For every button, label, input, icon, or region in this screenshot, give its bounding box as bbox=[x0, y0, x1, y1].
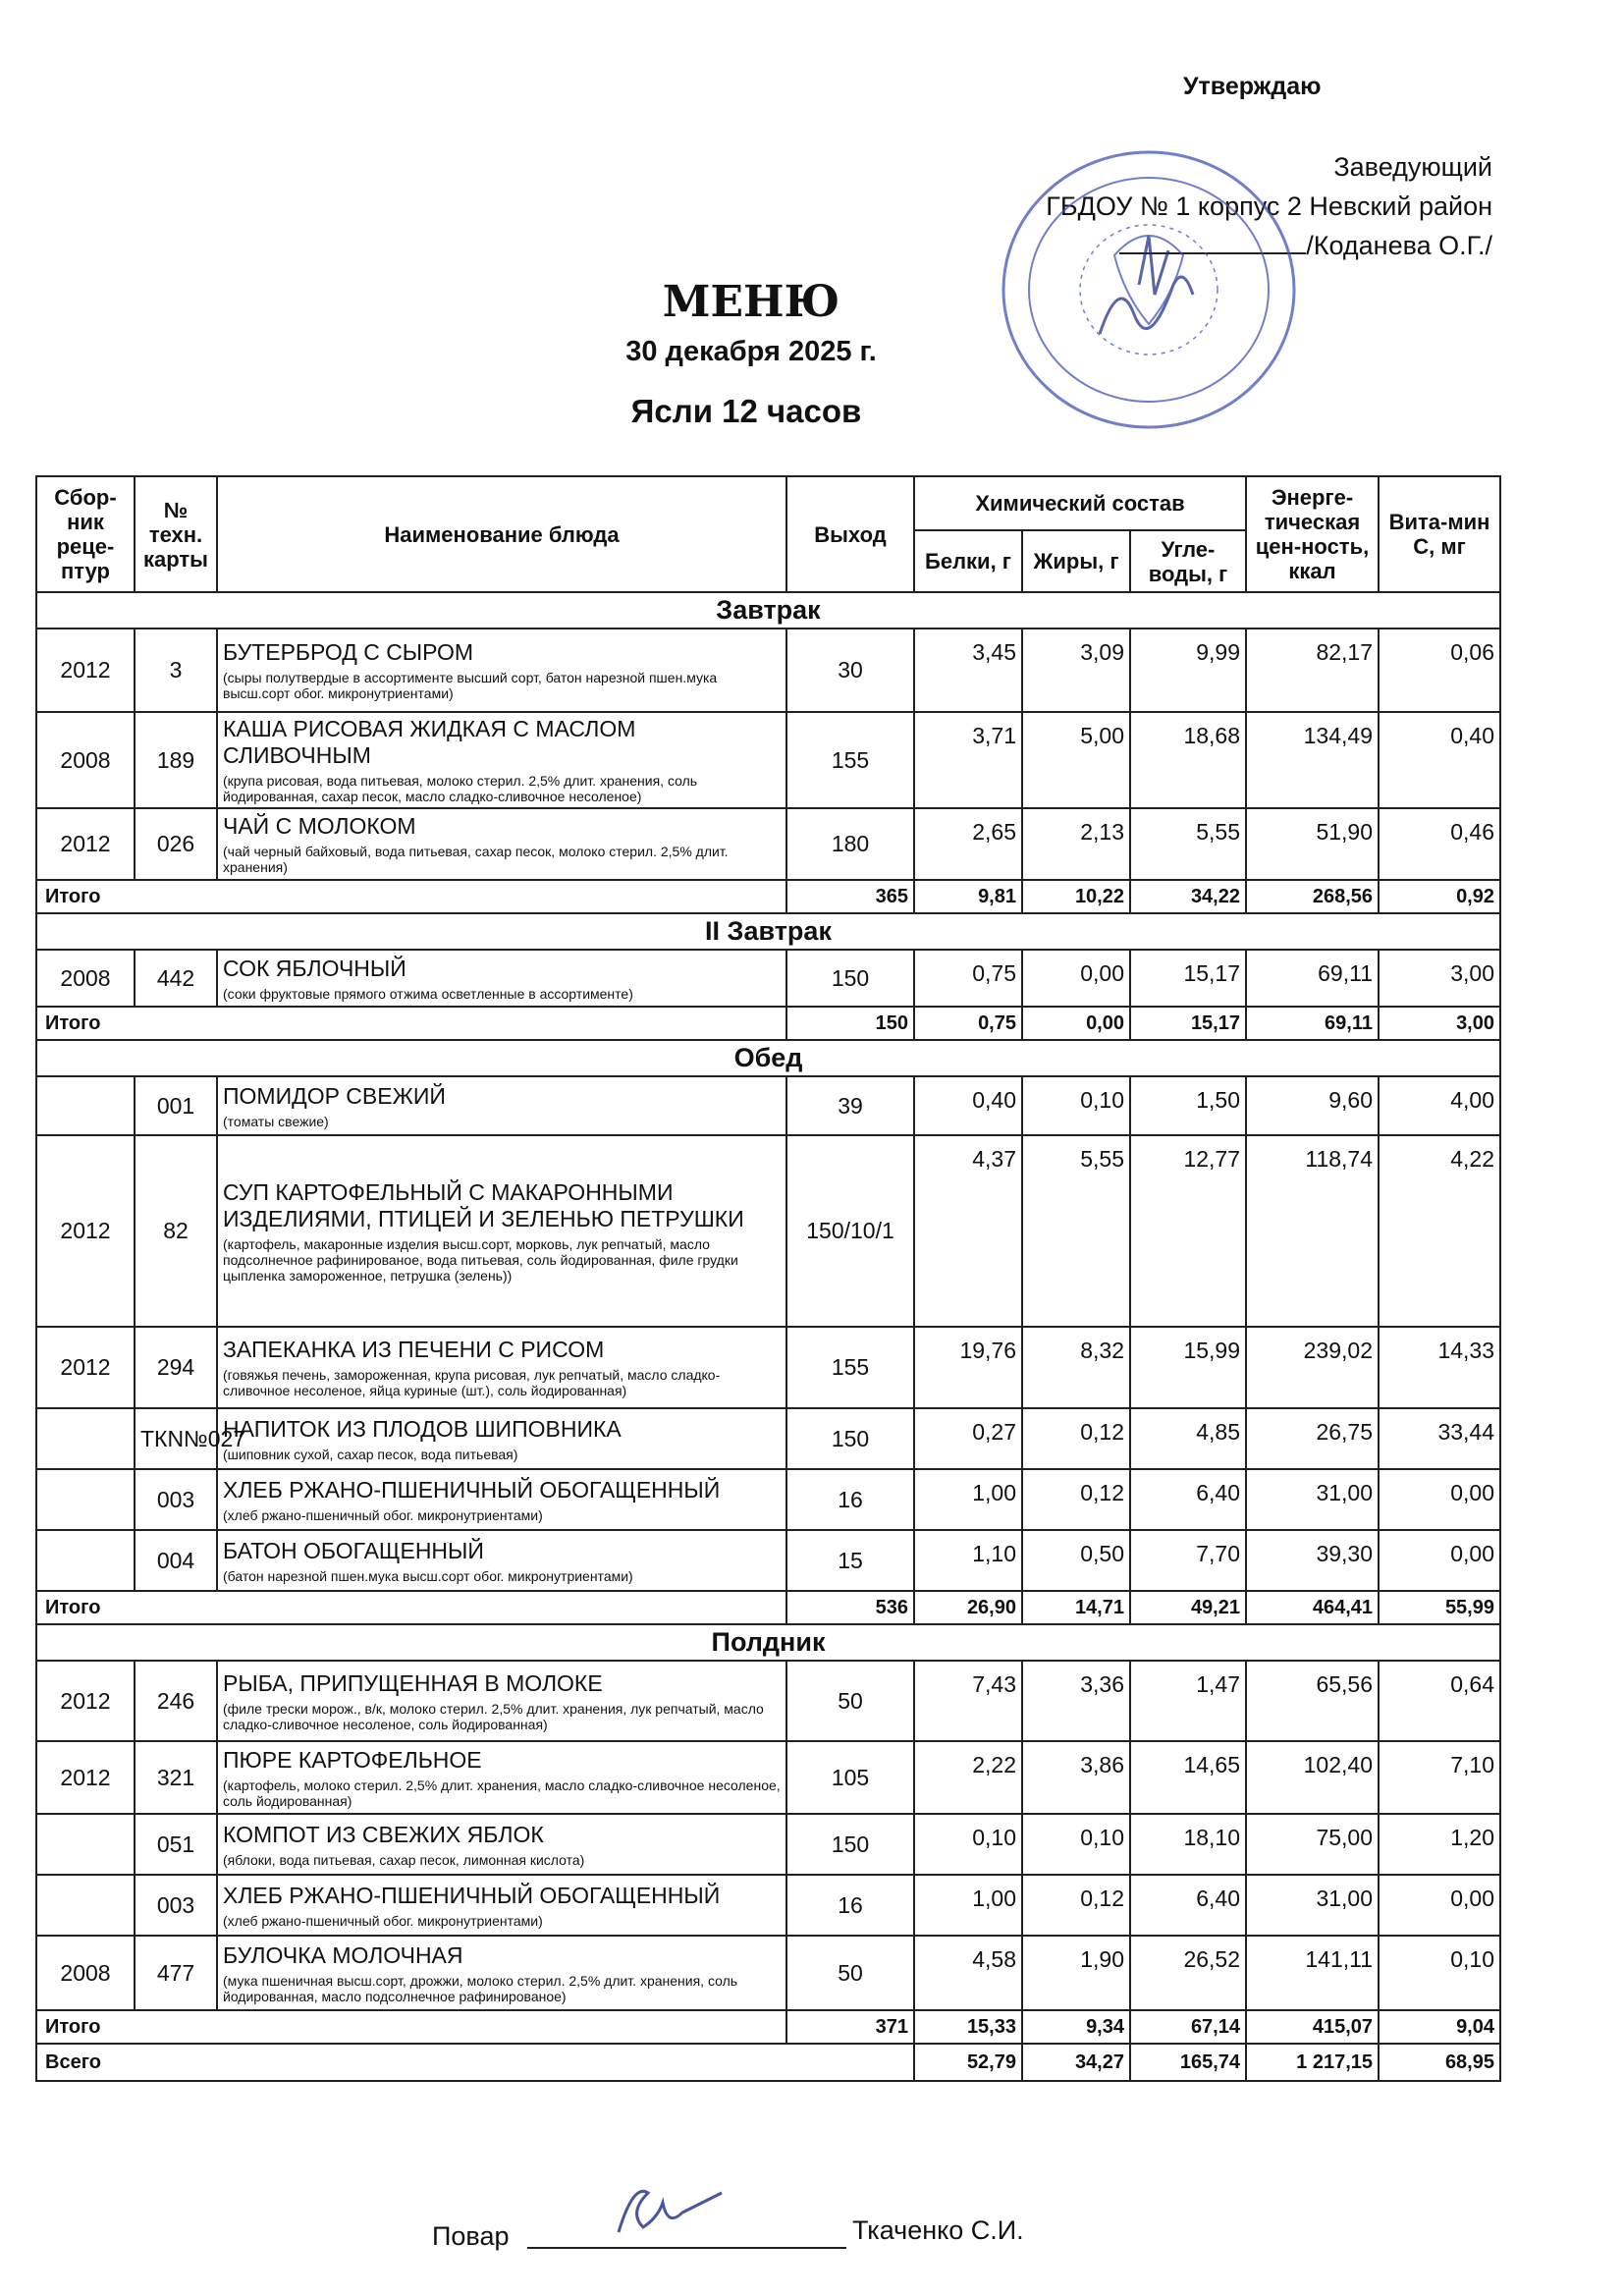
dish-name: ХЛЕБ РЖАНО-ПШЕНИЧНЫЙ ОБОГАЩЕННЫЙ bbox=[223, 1882, 721, 1908]
total-energy: 268,56 bbox=[1246, 880, 1379, 913]
tech-card-number: 82 bbox=[135, 1135, 217, 1327]
dish-energy: 134,49 bbox=[1246, 712, 1379, 808]
dish-yield: 39 bbox=[786, 1076, 914, 1135]
dish-protein: 0,10 bbox=[914, 1814, 1022, 1875]
dish-carbs: 7,70 bbox=[1130, 1530, 1246, 1591]
dish-vitamin: 1,20 bbox=[1379, 1814, 1500, 1875]
dish-fat: 5,55 bbox=[1022, 1135, 1130, 1327]
dish-cell bbox=[217, 1135, 786, 1327]
grand-total-protein: 52,79 bbox=[914, 2044, 1022, 2081]
recipe-collection: 2012 bbox=[36, 629, 135, 712]
tech-card-number: 442 bbox=[135, 950, 217, 1007]
dish-energy: 75,00 bbox=[1246, 1814, 1379, 1875]
dish-protein: 4,37 bbox=[914, 1135, 1022, 1327]
dish-cell bbox=[217, 1741, 786, 1814]
total-label: Итого bbox=[36, 880, 786, 913]
total-energy: 69,11 bbox=[1246, 1007, 1379, 1040]
dish-protein: 2,65 bbox=[914, 808, 1022, 880]
dish-carbs: 12,77 bbox=[1130, 1135, 1246, 1327]
dish-cell bbox=[217, 1408, 786, 1469]
total-row bbox=[36, 880, 1500, 913]
dish-carbs: 15,17 bbox=[1130, 950, 1246, 1007]
dish-cell bbox=[217, 1327, 786, 1408]
header-dish: Наименование блюда bbox=[217, 476, 786, 592]
tech-card-number: 246 bbox=[135, 1661, 217, 1741]
dish-energy: 39,30 bbox=[1246, 1530, 1379, 1591]
dish-fat: 0,12 bbox=[1022, 1469, 1130, 1530]
dish-fat: 3,36 bbox=[1022, 1661, 1130, 1741]
total-carbs: 49,21 bbox=[1130, 1591, 1246, 1624]
total-yield: 371 bbox=[786, 2010, 914, 2044]
dish-yield: 155 bbox=[786, 712, 914, 808]
dish-vitamin: 0,00 bbox=[1379, 1469, 1500, 1530]
dish-name: РЫБА, ПРИПУЩЕННАЯ В МОЛОКЕ bbox=[223, 1669, 603, 1696]
dish-energy: 82,17 bbox=[1246, 629, 1379, 712]
dish-ingredients: (чай черный байховый, вода питьевая, сахар песок, молоко стерил. 2,5% длит. хранения) bbox=[223, 844, 729, 875]
total-vitamin: 9,04 bbox=[1379, 2010, 1500, 2044]
total-label: Итого bbox=[36, 1591, 786, 1624]
header-fat: Жиры, г bbox=[1022, 530, 1130, 592]
dish-protein: 1,00 bbox=[914, 1875, 1022, 1936]
dish-fat: 5,00 bbox=[1022, 712, 1130, 808]
dish-vitamin: 3,00 bbox=[1379, 950, 1500, 1007]
dish-carbs: 15,99 bbox=[1130, 1327, 1246, 1408]
header-protein: Белки, г bbox=[914, 530, 1022, 592]
dish-yield: 16 bbox=[786, 1875, 914, 1936]
dish-energy: 31,00 bbox=[1246, 1875, 1379, 1936]
dish-yield: 155 bbox=[786, 1327, 914, 1408]
cook-label: Повар bbox=[432, 2221, 510, 2251]
total-fat: 10,22 bbox=[1022, 880, 1130, 913]
total-fat: 9,34 bbox=[1022, 2010, 1130, 2044]
section-title: Завтрак bbox=[36, 592, 1500, 629]
dish-yield: 105 bbox=[786, 1741, 914, 1814]
dish-carbs: 4,85 bbox=[1130, 1408, 1246, 1469]
dish-row bbox=[36, 1327, 1500, 1408]
dish-carbs: 6,40 bbox=[1130, 1875, 1246, 1936]
dish-ingredients: (сыры полутвердые в ассортименте высший сорт, батон нарезной пшен.мука высш.сорт обог. микронутриентами) bbox=[223, 670, 718, 701]
dish-fat: 0,10 bbox=[1022, 1076, 1130, 1135]
dish-ingredients: (соки фруктовые прямого отжима осветленные в ассортименте) bbox=[223, 985, 633, 1002]
section-title: Обед bbox=[36, 1040, 1500, 1076]
dish-carbs: 1,47 bbox=[1130, 1661, 1246, 1741]
dish-vitamin: 0,00 bbox=[1379, 1530, 1500, 1591]
dish-vitamin: 0,40 bbox=[1379, 712, 1500, 808]
dish-yield: 180 bbox=[786, 808, 914, 880]
total-yield: 536 bbox=[786, 1591, 914, 1624]
dish-carbs: 18,10 bbox=[1130, 1814, 1246, 1875]
dish-energy: 141,11 bbox=[1246, 1936, 1379, 2010]
recipe-collection: 2012 bbox=[36, 808, 135, 880]
dish-cell bbox=[217, 1875, 786, 1936]
section-row bbox=[36, 913, 1500, 950]
dish-cell bbox=[217, 712, 786, 808]
dish-cell bbox=[217, 1814, 786, 1875]
section-row bbox=[36, 1624, 1500, 1661]
total-label: Итого bbox=[36, 2010, 786, 2044]
dish-fat: 3,86 bbox=[1022, 1741, 1130, 1814]
dish-yield: 150 bbox=[786, 950, 914, 1007]
total-vitamin: 55,99 bbox=[1379, 1591, 1500, 1624]
dish-yield: 30 bbox=[786, 629, 914, 712]
dish-protein: 1,10 bbox=[914, 1530, 1022, 1591]
header-vitamin: Вита-мин С, мг bbox=[1379, 476, 1500, 592]
dish-yield: 15 bbox=[786, 1530, 914, 1591]
dish-ingredients: (яблоки, вода питьевая, сахар песок, лимонная кислота) bbox=[223, 1851, 585, 1868]
dish-fat: 3,09 bbox=[1022, 629, 1130, 712]
dish-protein: 0,75 bbox=[914, 950, 1022, 1007]
dish-ingredients: (картофель, молоко стерил. 2,5% длит. хранения, масло сладко-сливочное несоленое, соль йодированная) bbox=[223, 1777, 781, 1809]
dish-carbs: 5,55 bbox=[1130, 808, 1246, 880]
dish-protein: 0,27 bbox=[914, 1408, 1022, 1469]
tech-card-number: 051 bbox=[135, 1814, 217, 1875]
total-carbs: 15,17 bbox=[1130, 1007, 1246, 1040]
dish-energy: 118,74 bbox=[1246, 1135, 1379, 1327]
dish-name: ХЛЕБ РЖАНО-ПШЕНИЧНЫЙ ОБОГАЩЕННЫЙ bbox=[223, 1476, 721, 1503]
tech-card-number: 026 bbox=[135, 808, 217, 880]
approval-signer: /Коданева О.Г./ bbox=[1306, 231, 1492, 260]
total-protein: 9,81 bbox=[914, 880, 1022, 913]
section-row bbox=[36, 592, 1500, 629]
dish-ingredients: (хлеб ржано-пшеничный обог. микронутриентами) bbox=[223, 1506, 543, 1523]
tech-card-number: 294 bbox=[135, 1327, 217, 1408]
approval-title: Утверждаю bbox=[1183, 73, 1322, 100]
dish-fat: 0,12 bbox=[1022, 1408, 1130, 1469]
dish-cell bbox=[217, 1530, 786, 1591]
total-row bbox=[36, 1007, 1500, 1040]
grand-total-label: Всего bbox=[36, 2044, 914, 2081]
header-carbs: Угле-воды, г bbox=[1130, 530, 1246, 592]
grand-total-energy: 1 217,15 bbox=[1246, 2044, 1379, 2081]
dish-vitamin: 7,10 bbox=[1379, 1741, 1500, 1814]
dish-energy: 51,90 bbox=[1246, 808, 1379, 880]
cook-name: Ткаченко С.И. bbox=[852, 2215, 1024, 2245]
tech-card-number: 477 bbox=[135, 1936, 217, 2010]
menu-body bbox=[36, 592, 1500, 2081]
total-protein: 0,75 bbox=[914, 1007, 1022, 1040]
total-energy: 464,41 bbox=[1246, 1591, 1379, 1624]
dish-name: БУТЕРБРОД С СЫРОМ bbox=[223, 639, 474, 665]
menu-table bbox=[35, 475, 1501, 2082]
total-fat: 0,00 bbox=[1022, 1007, 1130, 1040]
recipe-collection bbox=[36, 1875, 135, 1936]
recipe-collection: 2008 bbox=[36, 950, 135, 1007]
dish-ingredients: (шиповник сухой, сахар песок, вода питьевая) bbox=[223, 1446, 518, 1462]
cook-signature bbox=[609, 2178, 746, 2247]
dish-name: КАША РИСОВАЯ ЖИДКАЯ С МАСЛОМ СЛИВОЧНЫМ bbox=[223, 716, 636, 768]
dish-yield: 16 bbox=[786, 1469, 914, 1530]
dish-ingredients: (картофель, макаронные изделия высш.сорт, морковь, лук репчатый, масло подсолнечное рафинированое, вода питьевая, соль йодированная, филе грудки цыпленка замороженное, петрушка (зелень)) bbox=[223, 1235, 738, 1284]
section-row bbox=[36, 1040, 1500, 1076]
section-title: II Завтрак bbox=[36, 913, 1500, 950]
dish-name: БАТОН ОБОГАЩЕННЫЙ bbox=[223, 1537, 484, 1563]
dish-ingredients: (хлеб ржано-пшеничный обог. микронутриентами) bbox=[223, 1912, 543, 1929]
dish-yield: 150 bbox=[786, 1408, 914, 1469]
header-card-no: № техн. карты bbox=[135, 476, 217, 592]
dish-row bbox=[36, 1469, 1500, 1530]
dish-fat: 0,12 bbox=[1022, 1875, 1130, 1936]
dish-row bbox=[36, 808, 1500, 880]
dish-vitamin: 4,00 bbox=[1379, 1076, 1500, 1135]
tech-card-number: 189 bbox=[135, 712, 217, 808]
dish-cell bbox=[217, 1076, 786, 1135]
dish-row bbox=[36, 1408, 1500, 1469]
header-collection: Сбор-ник реце-птур bbox=[36, 476, 135, 592]
dish-fat: 1,90 bbox=[1022, 1936, 1130, 2010]
dish-energy: 9,60 bbox=[1246, 1076, 1379, 1135]
dish-cell bbox=[217, 1469, 786, 1530]
approval-organization: ГБДОУ № 1 корпус 2 Невский район bbox=[1046, 191, 1492, 221]
dish-fat: 2,13 bbox=[1022, 808, 1130, 880]
recipe-collection bbox=[36, 1814, 135, 1875]
dish-carbs: 26,52 bbox=[1130, 1936, 1246, 2010]
dish-ingredients: (батон нарезной пшен.мука высш.сорт обог. микронутриентами) bbox=[223, 1567, 633, 1584]
dish-vitamin: 14,33 bbox=[1379, 1327, 1500, 1408]
dish-row bbox=[36, 1076, 1500, 1135]
dish-protein: 0,40 bbox=[914, 1076, 1022, 1135]
page-title: МЕНЮ bbox=[662, 277, 840, 327]
dish-carbs: 1,50 bbox=[1130, 1076, 1246, 1135]
dish-cell bbox=[217, 629, 786, 712]
dish-carbs: 9,99 bbox=[1130, 629, 1246, 712]
dish-name: СУП КАРТОФЕЛЬНЫЙ С МАКАРОННЫМИ ИЗДЕЛИЯМИ, ПТИЦЕЙ И ЗЕЛЕНЬЮ ПЕТРУШКИ bbox=[223, 1178, 744, 1231]
grand-total-fat: 34,27 bbox=[1022, 2044, 1130, 2081]
recipe-collection bbox=[36, 1469, 135, 1530]
total-vitamin: 3,00 bbox=[1379, 1007, 1500, 1040]
dish-protein: 4,58 bbox=[914, 1936, 1022, 2010]
dish-name: ПОМИДОР СВЕЖИЙ bbox=[223, 1082, 446, 1109]
dish-vitamin: 0,64 bbox=[1379, 1661, 1500, 1741]
dish-protein: 3,45 bbox=[914, 629, 1022, 712]
tech-card-number: 003 bbox=[135, 1469, 217, 1530]
dish-cell bbox=[217, 1661, 786, 1741]
dish-row bbox=[36, 1814, 1500, 1875]
tech-card-number: ТКN№027 bbox=[135, 1408, 217, 1469]
dish-fat: 8,32 bbox=[1022, 1327, 1130, 1408]
dish-row bbox=[36, 1936, 1500, 2010]
header-yield: Выход bbox=[786, 476, 914, 592]
dish-vitamin: 4,22 bbox=[1379, 1135, 1500, 1327]
group-name: Ясли 12 часов bbox=[630, 393, 862, 429]
total-carbs: 67,14 bbox=[1130, 2010, 1246, 2044]
tech-card-number: 004 bbox=[135, 1530, 217, 1591]
recipe-collection bbox=[36, 1076, 135, 1135]
header-energy: Энерге-тическая цен-ность, ккал bbox=[1246, 476, 1379, 592]
dish-row bbox=[36, 1741, 1500, 1814]
dish-protein: 1,00 bbox=[914, 1469, 1022, 1530]
dish-name: БУЛОЧКА МОЛОЧНАЯ bbox=[223, 1941, 463, 1968]
total-protein: 26,90 bbox=[914, 1591, 1022, 1624]
tech-card-number: 001 bbox=[135, 1076, 217, 1135]
dish-cell bbox=[217, 1936, 786, 2010]
total-row bbox=[36, 2010, 1500, 2044]
recipe-collection bbox=[36, 1408, 135, 1469]
dish-ingredients: (говяжья печень, замороженная, крупа рисовая, лук репчатый, масло сладко-сливочное несоленое, яйца куриные (шт.), соль йодированная) bbox=[223, 1367, 721, 1398]
dish-name: СОК ЯБЛОЧНЫЙ bbox=[223, 955, 406, 981]
dish-row bbox=[36, 1661, 1500, 1741]
dish-fat: 0,50 bbox=[1022, 1530, 1130, 1591]
approval-position: Заведующий bbox=[1333, 152, 1492, 182]
dish-vitamin: 0,10 bbox=[1379, 1936, 1500, 2010]
total-energy: 415,07 bbox=[1246, 2010, 1379, 2044]
dish-energy: 69,11 bbox=[1246, 950, 1379, 1007]
dish-protein: 19,76 bbox=[914, 1327, 1022, 1408]
recipe-collection: 2012 bbox=[36, 1741, 135, 1814]
total-row bbox=[36, 1591, 1500, 1624]
total-vitamin: 0,92 bbox=[1379, 880, 1500, 913]
dish-name: НАПИТОК ИЗ ПЛОДОВ ШИПОВНИКА bbox=[223, 1415, 622, 1442]
dish-ingredients: (мука пшеничная высш.сорт, дрожжи, молоко стерил. 2,5% длит. хранения, соль йодированная, масло подсолнечное рафинированое) bbox=[223, 1972, 738, 2004]
dish-energy: 65,56 bbox=[1246, 1661, 1379, 1741]
recipe-collection: 2008 bbox=[36, 1936, 135, 2010]
recipe-collection bbox=[36, 1530, 135, 1591]
dish-yield: 150/10/1 bbox=[786, 1135, 914, 1327]
dish-name: ЗАПЕКАНКА ИЗ ПЕЧЕНИ С РИСОМ bbox=[223, 1337, 605, 1362]
menu-date: 30 декабря 2025 г. bbox=[625, 336, 877, 367]
total-fat: 14,71 bbox=[1022, 1591, 1130, 1624]
dish-protein: 7,43 bbox=[914, 1661, 1022, 1741]
grand-total-row bbox=[36, 2044, 1500, 2081]
dish-protein: 2,22 bbox=[914, 1741, 1022, 1814]
tech-card-number: 3 bbox=[135, 629, 217, 712]
recipe-collection: 2012 bbox=[36, 1327, 135, 1408]
dish-row bbox=[36, 1135, 1500, 1327]
dish-ingredients: (филе трески морож., в/к, молоко стерил. 2,5% длит. хранения, лук репчатый, масло сладко-сливочное несоленое, соль йодированная) bbox=[223, 1700, 764, 1732]
dish-name: КОМПОТ ИЗ СВЕЖИХ ЯБЛОК bbox=[223, 1821, 544, 1847]
dish-row bbox=[36, 1875, 1500, 1936]
dish-vitamin: 33,44 bbox=[1379, 1408, 1500, 1469]
recipe-collection: 2012 bbox=[36, 1135, 135, 1327]
cook-signature-line bbox=[527, 2247, 846, 2249]
dish-row bbox=[36, 1530, 1500, 1591]
dish-row bbox=[36, 712, 1500, 808]
dish-energy: 102,40 bbox=[1246, 1741, 1379, 1814]
dish-energy: 26,75 bbox=[1246, 1408, 1379, 1469]
total-carbs: 34,22 bbox=[1130, 880, 1246, 913]
dish-yield: 150 bbox=[786, 1814, 914, 1875]
total-yield: 150 bbox=[786, 1007, 914, 1040]
dish-row bbox=[36, 629, 1500, 712]
dish-yield: 50 bbox=[786, 1661, 914, 1741]
dish-vitamin: 0,46 bbox=[1379, 808, 1500, 880]
dish-fat: 0,00 bbox=[1022, 950, 1130, 1007]
tech-card-number: 321 bbox=[135, 1741, 217, 1814]
header-chem: Химический состав bbox=[914, 476, 1246, 530]
dish-vitamin: 0,00 bbox=[1379, 1875, 1500, 1936]
total-label: Итого bbox=[36, 1007, 786, 1040]
dish-carbs: 14,65 bbox=[1130, 1741, 1246, 1814]
dish-row bbox=[36, 950, 1500, 1007]
dish-protein: 3,71 bbox=[914, 712, 1022, 808]
section-title: Полдник bbox=[36, 1624, 1500, 1661]
total-protein: 15,33 bbox=[914, 2010, 1022, 2044]
dish-ingredients: (крупа рисовая, вода питьевая, молоко стерил. 2,5% длит. хранения, соль йодированная, сахар песок, масло сладко-сливочное несоленое) bbox=[223, 773, 698, 804]
grand-total-vitamin: 68,95 bbox=[1379, 2044, 1500, 2081]
official-stamp bbox=[992, 137, 1316, 442]
dish-ingredients: (томаты свежие) bbox=[223, 1113, 329, 1129]
tech-card-number: 003 bbox=[135, 1875, 217, 1936]
grand-total-carbs: 165,74 bbox=[1130, 2044, 1246, 2081]
dish-cell bbox=[217, 950, 786, 1007]
dish-name: ПЮРЕ КАРТОФЕЛЬНОЕ bbox=[223, 1746, 482, 1773]
total-yield: 365 bbox=[786, 880, 914, 913]
dish-fat: 0,10 bbox=[1022, 1814, 1130, 1875]
dish-vitamin: 0,06 bbox=[1379, 629, 1500, 712]
dish-energy: 31,00 bbox=[1246, 1469, 1379, 1530]
dish-cell bbox=[217, 808, 786, 880]
dish-carbs: 18,68 bbox=[1130, 712, 1246, 808]
dish-name: ЧАЙ С МОЛОКОМ bbox=[223, 813, 416, 839]
recipe-collection: 2008 bbox=[36, 712, 135, 808]
dish-carbs: 6,40 bbox=[1130, 1469, 1246, 1530]
dish-energy: 239,02 bbox=[1246, 1327, 1379, 1408]
dish-yield: 50 bbox=[786, 1936, 914, 2010]
recipe-collection: 2012 bbox=[36, 1661, 135, 1741]
